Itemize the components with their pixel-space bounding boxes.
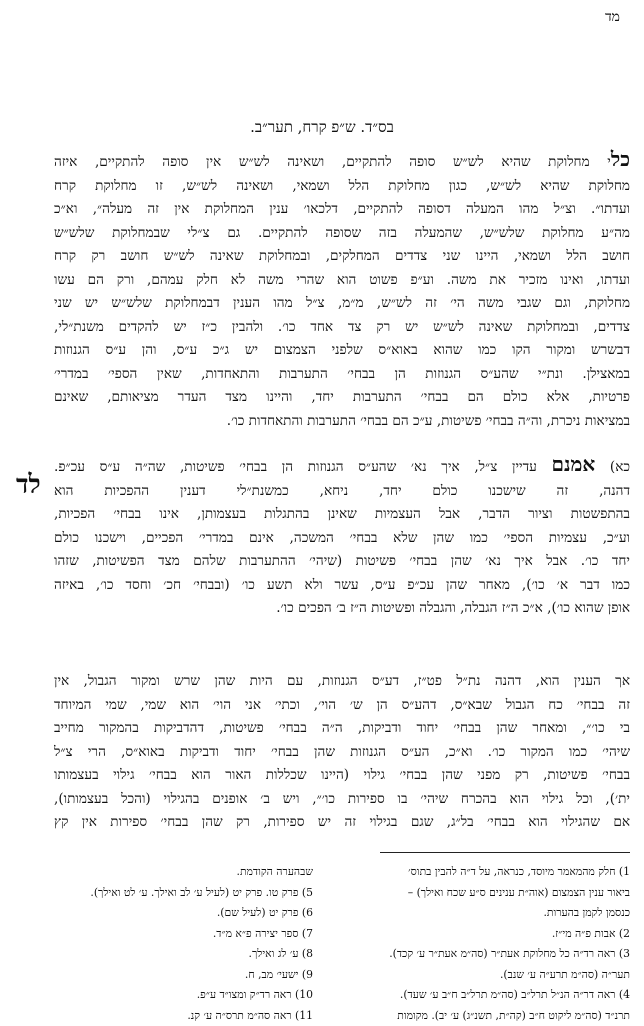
paragraph-line: בהתפשטות וציור הדבר, אבל העצמיות שאינן בהתגלות בעצמותן, אינו בבחי׳ הפכיות, [54,503,630,527]
paragraph-line: כא) אמנם עדיין צ״ל, איך נא׳ שהע״ס הגנוזות הן בבחי׳ פשיטות, שה״ה ע״ס עכ״פ. [54,453,630,480]
paragraph-line: בי כו׳״, ומאחר שהן בבחי׳ יחוד ודביקות, ה״ה בבחי׳ פשיטות, דהדביקות בהמקור מחייב [54,717,630,741]
footnote-line: 3) ראה רד״ה כל מחלוקת אעת״ר (סה״מ אעת״ר ע׳ קכד). [331,944,630,965]
footnote-divider [380,852,630,853]
footnote-line: 8) ע׳ לג ואילך. [14,944,313,965]
paragraph-line: כמו דבר א׳ כו׳), מאחר שהן עכ״פ ע״ס, עשר ולא תשע כו׳ (ובבחי׳ חכ׳ וחסד כו׳, באיזה [54,574,630,598]
paragraph-line: דבשרש ומקור הקו כמו שהוא באוא״ס שלפני הצמצום יש ג״כ ע״ס, והן ע״ס הגנוזות [54,339,630,363]
paragraph-1 [54,148,630,433]
footnote-line: 5) פרק טו. פרק יט (לעיל ע׳ לב ואילך. ע׳ לט ואילך). [14,883,313,904]
footnote-line: 7) ספר יצירה פ״א מ״ד. [14,924,313,945]
paragraph-line: ית׳), וכל גילוי הוא בהכרח שיהי׳ בו ספירות כו׳״, ויש ב׳ אופנים בהגילוי (והכל בעצמותו), [54,788,630,812]
paragraph-line: כלי מחלוקת שהיא לש״ש סופה להתקיים, ושאינה לש״ש אין סופה להתקיים, איזה [54,148,630,175]
paragraph-line: יחד כו׳. אבל איך נא׳ שהן בבחי׳ פשיטות (שיהי׳ ההתערבות שלהם מצד הפשיטות, שזהו [54,550,630,574]
paragraph-line: וע״כ, עצמיות הספי׳ כמו שהן שלא בבחי׳ המשכה, אינם במדרי׳ הפכיים, וישכנו כולם [54,527,630,551]
footnote-line: 11) ראה סה״מ תרס״ה ע׳ קנ. [14,1006,313,1026]
footnote-line: תער״ה (סה״מ תרע״ה ע׳ שנב). [331,965,630,986]
footnotes [14,862,630,1026]
footnote-line: 6) פרק יט (לעיל שם). [14,903,313,924]
lead-word: כל [611,148,630,171]
footnote-line: 1) חלק מהמאמר מיוסד, כנראה, על ד״ה להבין בתוס׳ [331,862,630,883]
paragraph-line: מחלוקת שהיא לש״ש, כגון מחלוקת הלל ושמאי, ושאינה לש״ש, זו מחלוקת קרח [54,175,630,199]
footnote-line: ביאור ענין הצמצום (אוה״ת ענינים ס״ע שכח ואילך) – [331,883,630,904]
paragraph-line: ועדתו״. וצ״ל מהו המעלה דסופה להתקיים, דלכאו׳ ענין המחלוקת אין זה מעלה״, וא״כ [54,198,630,222]
page-number: מד [605,9,620,26]
footnote-line: שבהערה הקודמת. [14,862,313,883]
paragraph-2 [54,453,630,621]
paragraph-prefix: כא) [610,459,630,475]
paragraph-line: חושב הלל ושמאי, היינו שני צדדים המחלקים, ובמחלוקת שאינה לש״ש חושב רק קרח [54,245,630,269]
lead-word: אמנם [552,453,596,476]
footnote-line: 9) ישעי׳ מב, ח. [14,965,313,986]
footnotes-right-column [331,862,630,1026]
paragraph-line: צדדים, ובמחלוקת שאינה לש״ש יש רק צד אחד כו׳. ולהבין כ״ז יש להקדים משנת״לי, [54,316,630,340]
footnote-line: כנסמן לקמן בהערות. [331,903,630,924]
paragraph-line: אם שהגילוי הוא בבחי׳ בל״ג, שגם בגילוי זה יש ספירות, רק שהן בבחי׳ ספירות אין קץ [54,811,630,835]
paragraph-line: במאצילן. ונת״י שהע״ס הגנוזות הן בבחי׳ התערבות והתאחדות, שאין הספי׳ במדרי׳ [54,363,630,387]
footnote-line: 2) אבות פ״ה מי״ז. [331,924,630,945]
footnote-line: 4) ראה דר״ה הנ״ל תרל״ב (סה״מ תרל״ב ח״ב ע׳ שעד). [331,985,630,1006]
footnote-line: 10) ראה רד״ק ומצו״ד ע״פ. [14,985,313,1006]
footnotes-left-column [14,862,313,1026]
paragraph-line: בבחי׳ פשיטות, רק מפני שהן בבחי׳ גילוי (היינו שכללות האור הוא בבחי׳ גילוי בעצמותו [54,764,630,788]
paragraph-line: פרטיות, אלא כולם הם בבחי׳ התערבות יחד, והיינו מצד העדר מציאותם, שאינם [54,386,630,410]
paragraph-line: מה״ע מחלוקת שלש״ש, שהמעלה בזה שסופה להתקיים. גם צ״לי שבמחלוקת שלש״ש [54,222,630,246]
paragraph-line: זה בבחי׳ כח הגבול שבא״ס, דהע״ס הן ש׳ הוי׳, וכתי׳ אני הוי׳ הוא שמי, שמי המיוחד [54,694,630,718]
paragraph-line: אופן שהוא כו׳), א״כ ה״ז הגבלה, והגבלה ופשיטות ה״ז ב׳ הפכים כו׳. [54,597,630,621]
page-heading: בס״ד. ש״פ קרח, תער״ב. [0,118,644,137]
paragraph-line: במציאות ניכרת, וה״ה בבחי׳ פשיטות, ע״כ הם בבחי׳ התערבות והתאחדות כו׳. [54,410,630,434]
paragraph-line: דהנה, זה שישכנו כולם יחד, ניחא, כמשנת״לי דענין ההפכיות הוא [54,480,630,504]
paragraph-3 [54,670,630,835]
paragraph-line: אך הענין הוא, דהנה נת״ל פט״ז, דע״ס הגנוזות, עם היות שהן שרש ומקור הגבול, אין [54,670,630,694]
paragraph-line: שיהי׳ כמו המקור כו׳. וא״כ, הע״ס הגנוזות שהן בבחי׳ יחוד ודביקות באוא״ס, הרי צ״ל [54,741,630,765]
section-number: לד [16,470,41,500]
footnote-line: תרנ״ד (סה״מ ליקוט ח״ב (קה״ת, תשנ״ג) ע׳ יב). מקומות [331,1006,630,1026]
paragraph-line: ועדתו, ואינו מזכיר את משה. וע״פ פשוט הוא שהרי משה לא חלק עמהם, ורק הם עשו [54,269,630,293]
paragraph-line: מחלוקת, וגם שגבי משה הי׳ זה לש״ש, מ״מ, צ״ל מהו הענין דבמחלוקת שלש״ש יש שני [54,292,630,316]
